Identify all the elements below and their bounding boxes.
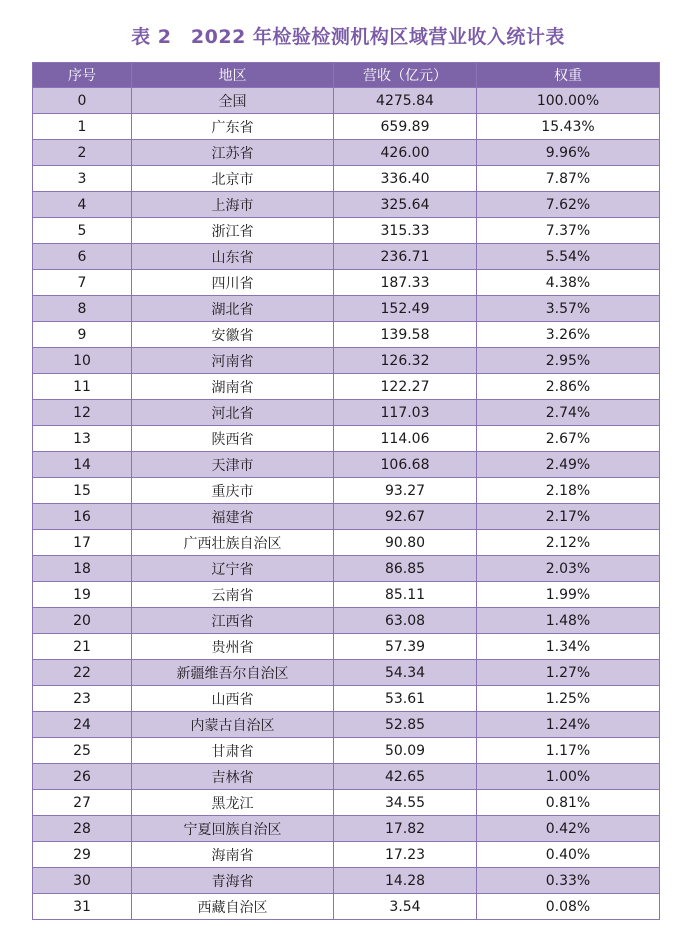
cell-weight: 2.67%: [477, 426, 660, 452]
cell-region: 湖北省: [132, 296, 334, 322]
header-weight: 权重: [477, 63, 660, 88]
cell-index: 2: [33, 140, 132, 166]
cell-index: 28: [33, 816, 132, 842]
table-row: [33, 894, 660, 920]
table-body: [33, 88, 660, 920]
cell-weight: 1.34%: [477, 634, 660, 660]
cell-region: 浙江省: [132, 218, 334, 244]
cell-index: 15: [33, 478, 132, 504]
cell-region: 内蒙古自治区: [132, 712, 334, 738]
table-row: [33, 452, 660, 478]
cell-region: 贵州省: [132, 634, 334, 660]
cell-revenue: 139.58: [334, 322, 477, 348]
cell-weight: 15.43%: [477, 114, 660, 140]
cell-region: 河北省: [132, 400, 334, 426]
cell-weight: 0.33%: [477, 868, 660, 894]
cell-revenue: 52.85: [334, 712, 477, 738]
table-row: [33, 374, 660, 400]
cell-revenue: 426.00: [334, 140, 477, 166]
cell-region: 湖南省: [132, 374, 334, 400]
cell-revenue: 4275.84: [334, 88, 477, 114]
table-row: [33, 218, 660, 244]
cell-region: 上海市: [132, 192, 334, 218]
cell-region: 江苏省: [132, 140, 334, 166]
table-row: [33, 296, 660, 322]
cell-weight: 0.81%: [477, 790, 660, 816]
cell-weight: 7.37%: [477, 218, 660, 244]
table-row: [33, 166, 660, 192]
table-row: [33, 764, 660, 790]
table-row: [33, 530, 660, 556]
table-row: [33, 790, 660, 816]
cell-revenue: 152.49: [334, 296, 477, 322]
cell-weight: 2.12%: [477, 530, 660, 556]
cell-index: 13: [33, 426, 132, 452]
cell-weight: 3.57%: [477, 296, 660, 322]
cell-weight: 0.42%: [477, 816, 660, 842]
table-row: [33, 244, 660, 270]
cell-revenue: 42.65: [334, 764, 477, 790]
cell-index: 11: [33, 374, 132, 400]
cell-region: 江西省: [132, 608, 334, 634]
table-row: [33, 868, 660, 894]
cell-region: 广东省: [132, 114, 334, 140]
cell-index: 8: [33, 296, 132, 322]
header-revenue: 营收（亿元）: [334, 63, 477, 88]
header-row: [33, 63, 660, 88]
cell-weight: 9.96%: [477, 140, 660, 166]
cell-region: 山东省: [132, 244, 334, 270]
cell-revenue: 325.64: [334, 192, 477, 218]
cell-revenue: 53.61: [334, 686, 477, 712]
cell-region: 黑龙江: [132, 790, 334, 816]
cell-revenue: 17.23: [334, 842, 477, 868]
cell-index: 3: [33, 166, 132, 192]
table-row: [33, 478, 660, 504]
cell-revenue: 659.89: [334, 114, 477, 140]
table-title: 表 2 2022 年检验检测机构区域营业收入统计表: [131, 26, 565, 48]
cell-revenue: 187.33: [334, 270, 477, 296]
cell-region: 山西省: [132, 686, 334, 712]
cell-revenue: 114.06: [334, 426, 477, 452]
cell-weight: 7.62%: [477, 192, 660, 218]
cell-index: 18: [33, 556, 132, 582]
table-row: [33, 400, 660, 426]
table-row: [33, 322, 660, 348]
cell-revenue: 90.80: [334, 530, 477, 556]
cell-index: 29: [33, 842, 132, 868]
table-row: [33, 426, 660, 452]
cell-weight: 1.00%: [477, 764, 660, 790]
table-row: [33, 504, 660, 530]
cell-weight: 1.48%: [477, 608, 660, 634]
cell-index: 6: [33, 244, 132, 270]
table-row: [33, 738, 660, 764]
cell-index: 27: [33, 790, 132, 816]
cell-index: 20: [33, 608, 132, 634]
cell-weight: 2.03%: [477, 556, 660, 582]
cell-region: 安徽省: [132, 322, 334, 348]
cell-index: 7: [33, 270, 132, 296]
cell-index: 5: [33, 218, 132, 244]
table-row: [33, 140, 660, 166]
cell-revenue: 122.27: [334, 374, 477, 400]
cell-weight: 7.87%: [477, 166, 660, 192]
table-row: [33, 114, 660, 140]
cell-index: 1: [33, 114, 132, 140]
cell-index: 17: [33, 530, 132, 556]
cell-region: 陕西省: [132, 426, 334, 452]
cell-revenue: 3.54: [334, 894, 477, 920]
cell-revenue: 50.09: [334, 738, 477, 764]
cell-weight: 4.38%: [477, 270, 660, 296]
cell-index: 25: [33, 738, 132, 764]
table-row: [33, 712, 660, 738]
cell-index: 24: [33, 712, 132, 738]
cell-revenue: 106.68: [334, 452, 477, 478]
cell-index: 31: [33, 894, 132, 920]
cell-region: 青海省: [132, 868, 334, 894]
cell-region: 吉林省: [132, 764, 334, 790]
cell-revenue: 336.40: [334, 166, 477, 192]
cell-region: 北京市: [132, 166, 334, 192]
cell-index: 14: [33, 452, 132, 478]
cell-region: 福建省: [132, 504, 334, 530]
cell-index: 26: [33, 764, 132, 790]
cell-revenue: 126.32: [334, 348, 477, 374]
cell-weight: 3.26%: [477, 322, 660, 348]
revenue-table: [32, 62, 660, 920]
table-row: [33, 686, 660, 712]
table-row: [33, 582, 660, 608]
table-row: [33, 816, 660, 842]
cell-revenue: 17.82: [334, 816, 477, 842]
header-index: 序号: [33, 63, 132, 88]
cell-region: 重庆市: [132, 478, 334, 504]
cell-region: 河南省: [132, 348, 334, 374]
cell-region: 辽宁省: [132, 556, 334, 582]
table-row: [33, 348, 660, 374]
cell-revenue: 34.55: [334, 790, 477, 816]
table-row: [33, 270, 660, 296]
cell-weight: 1.25%: [477, 686, 660, 712]
cell-weight: 0.40%: [477, 842, 660, 868]
cell-region: 海南省: [132, 842, 334, 868]
cell-region: 云南省: [132, 582, 334, 608]
cell-weight: 1.99%: [477, 582, 660, 608]
cell-revenue: 92.67: [334, 504, 477, 530]
table-row: [33, 660, 660, 686]
table-row: [33, 192, 660, 218]
cell-revenue: 117.03: [334, 400, 477, 426]
cell-weight: 100.00%: [477, 88, 660, 114]
cell-index: 10: [33, 348, 132, 374]
cell-revenue: 85.11: [334, 582, 477, 608]
cell-index: 21: [33, 634, 132, 660]
table-row: [33, 556, 660, 582]
cell-revenue: 315.33: [334, 218, 477, 244]
header-region: 地区: [132, 63, 334, 88]
cell-index: 22: [33, 660, 132, 686]
table-row: [33, 608, 660, 634]
cell-index: 30: [33, 868, 132, 894]
cell-index: 0: [33, 88, 132, 114]
cell-index: 4: [33, 192, 132, 218]
table-row: [33, 842, 660, 868]
cell-revenue: 54.34: [334, 660, 477, 686]
cell-region: 西藏自治区: [132, 894, 334, 920]
cell-weight: 2.95%: [477, 348, 660, 374]
cell-revenue: 14.28: [334, 868, 477, 894]
cell-region: 新疆维吾尔自治区: [132, 660, 334, 686]
cell-weight: 1.17%: [477, 738, 660, 764]
cell-weight: 2.49%: [477, 452, 660, 478]
cell-weight: 2.18%: [477, 478, 660, 504]
cell-revenue: 86.85: [334, 556, 477, 582]
cell-index: 16: [33, 504, 132, 530]
cell-index: 23: [33, 686, 132, 712]
cell-region: 全国: [132, 88, 334, 114]
cell-weight: 5.54%: [477, 244, 660, 270]
cell-region: 四川省: [132, 270, 334, 296]
cell-region: 天津市: [132, 452, 334, 478]
cell-weight: 2.17%: [477, 504, 660, 530]
table-row: [33, 88, 660, 114]
cell-index: 19: [33, 582, 132, 608]
cell-revenue: 236.71: [334, 244, 477, 270]
cell-revenue: 93.27: [334, 478, 477, 504]
cell-weight: 2.86%: [477, 374, 660, 400]
cell-index: 9: [33, 322, 132, 348]
cell-region: 广西壮族自治区: [132, 530, 334, 556]
cell-weight: 2.74%: [477, 400, 660, 426]
cell-revenue: 63.08: [334, 608, 477, 634]
cell-region: 宁夏回族自治区: [132, 816, 334, 842]
cell-weight: 1.24%: [477, 712, 660, 738]
cell-revenue: 57.39: [334, 634, 477, 660]
cell-weight: 0.08%: [477, 894, 660, 920]
cell-index: 12: [33, 400, 132, 426]
cell-region: 甘肃省: [132, 738, 334, 764]
cell-weight: 1.27%: [477, 660, 660, 686]
table-row: [33, 634, 660, 660]
